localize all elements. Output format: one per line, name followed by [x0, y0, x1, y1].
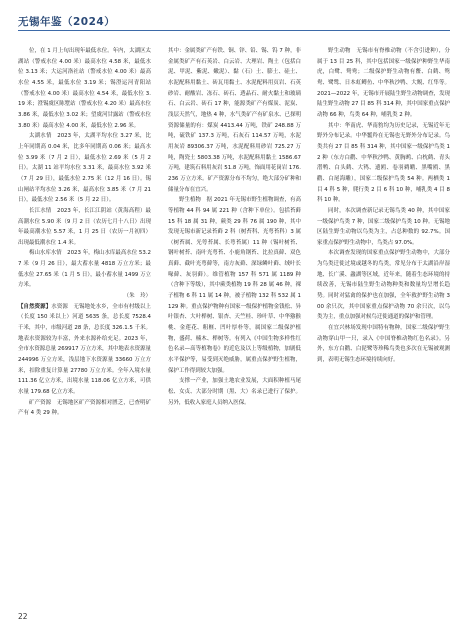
paragraph-plant-support: 支撑一产业，加强土地农业发展，大面积种植马尾松、女贞、大部分时期（黑、大）名录已进行了保护。另外，低收入家庭人员纳入医保。	[168, 378, 301, 406]
paragraph-meishan-reservoir: 梅山水库水情 2023 年，梅山水库最高水位 53.27 米（9 月 26 日），最大蓄水量 4818 万立方米；最低水位 27.65 米（1 月 5 日），最小蓄水量 1499 万立方米。	[18, 250, 151, 289]
paragraph-water-resources: 水资源 无锡地处水乡，全市有村级以上（长度 150 米以上）河道 5635 条，总长度 7528.4 千米，其中，市级河道 28 条，总长度 326.1.5 千米。地表水资源较为丰富，外来水源补给充足。2023 年，全市水资源总量 269917 万立方米，其中地表水资源量 244996 万立方米，浅层地下水资源量 33660 万立方米，扣除重复计算量 27780 万立方米。全年入境水量 111.36 亿立方米，出境水量 118.06 亿立方米，可供水量 179.68 亿立方米。	[18, 303, 151, 395]
page-number: 22	[18, 612, 28, 621]
author-signature: （朱 玲）	[123, 293, 151, 300]
paragraph-water-levels: 位，在 1 月上旬出现年最低水位。年内，太湖区太湖站（警戒水位 4.00 米）最高水位 4.58 米，最低水位 3.13 米；大运河洛社站（警戒水位 4.00 米）最高水位 4.55 米，最低水位 3.19 米；锡澄运河青阳站（警戒水位 4.00 米）最高水位 4.54 米，最低水位 3.19 米；澄锡虞区陈墅站（警戒水位 4.20 米）最高水位 3.86 米，最低水位 3.02 米；望虞河甘露站（警戒水位 3.80 米）最高水位 4.00 米，最低水位 2.96 米。	[18, 48, 151, 129]
paragraph-mineral-resources: 矿产资源 无锡地区矿产资源相对匮乏，已查明矿产有 4 类 29 种。	[18, 399, 151, 417]
column-right	[317, 46, 450, 594]
paragraph-animal-details: 其中：华南虎、华南豹均为历史记录，无锡近年无野外分布记录。中华鬣羚在无锡也无野外分布记录。鸟类共有 27 目 85 科 314 种，其中国家一级保护鸟类 12 种（东方白鹳、中华秋沙鸭、黄胸鹀、白枕鹤、青头潜鸭、白头鹤、大鸨、遗鸥、卷羽鹈鹕、黑嘴鸥、黑鹳、白尾海雕），国家二级保护鸟类 54 种。两栖类 1 目 4 科 5 种，爬行类 2 目 6 科 10 种，哺乳类 4 目 8 科 10 种。	[317, 122, 450, 204]
paragraph-wild-plants: 野生植物 据 2021 年无锡市野生植物调查，有高等植物 44 科 94 属 221 种（含种下单位）。包括苔藓 15 科 18 属 31 种，蕨类 29 科 76 属 190 种，其中发现无锡市新记录苔藓 2 科（树苔科、光萼苔科）3 属（树苔属、光萼苔属、长萼苔属）11 种（锡叶树苔、钢叶树苔、南叶光萼苔、小鹿角钢苔、比拉真藓、双色真藓、截叶光萼藓等，南方灰藓、深绿鳞叶藓、绒叶长喙藓、灰羽藓）。维管植物 157 科 571 属 1189 种（含种下等级），其中蕨类植物 19 科 28 属 46 种，裸子植物 6 科 11 属 14 种，被子植物 132 科 532 属 1129 种。重点保护物种有国家一级保护植物金钱松、异叶银杏、大叶榉树、银杏、天竺桂、珍叶草、中华猕猴桃、金莲花、粗榧、凹叶厚朴等，属国家二级保护植物，盛荷、楠木、榉树等。有列入《中国生物多样性红色名录—高等植物卷》的近危及以上等级植物，加剧低水平保护等，易受到灭绝威胁，属重点保护野生植物，保护工作得到较大加强。	[168, 197, 301, 374]
section-title: 【自然资源】	[18, 303, 52, 310]
paragraph-protection: 本次调查发现的国家重点保护野生动物中，大部分为鸟类迁徙过境或越冬的鸟类，常见分布于太湖沿岸湿地、长广溪、蠡湖等区域，近年来，随着生态环境的持续改善，无锡市陆生野生动物种类和数量均呈增长趋势。同时对猛禽的保护也在加强，全年救护野生动物 300 余只次，其中国家重点保护动物 70 余只次，以鸟类为主，重点加强对候鸟迁徙通道的保护和管理。	[317, 250, 450, 321]
paragraph-yangtze-water: 长江水情 2023 年，长江江阴站（黄海高程）最高潮水位 5.90 米（9 月 2 日（农历七月十八日）出现年最高潮水位 5.57 米，1 月 25 日（农历一月初四）出现最低潮水位 1.4 米。	[18, 207, 151, 246]
column-left	[18, 46, 151, 594]
paragraph-wild-animals: 野生动物 无锡市有脊椎动物（不含引进种），分属于 13 目 25 科，其中包括国家一级保护种野生华南虎，白鹭、鸳鸯；二级保护野生动物有鳖、白鹤、鸳鸯、鹭鸶、日本虹鳟鱼、中华秋沙鸭、大鲵、红隼等。2021—2022 年，无锡市开展陆生野生动物调查，发现陆生野生动物 27 目 85 科 314 种，其中国家重点保护动物 66 种，鸟类 64 种，哺乳类 2 种。	[317, 48, 450, 118]
section-natural-resources	[18, 302, 151, 398]
column-middle	[168, 46, 301, 594]
running-header: 无锡年鉴（2024）	[18, 16, 116, 28]
paragraph-yixing-forest: 在宜兴林场发现中国特有物种，国家二级保护野生动物穿山甲一只，录入《中国脊椎动物红色名录》。另外，东方白鹳、白琵鹭等珍稀鸟类也多次在无锡被观测到，表明无锡生态环境持续向好。	[317, 325, 450, 364]
paragraph-new-records: 同时，本次调查新记录无锡鸟类 40 种，其中国家一级保护鸟类 7 种，国家二级保护鸟类 10 种。无锡地区陆生野生动物以鸟类为主，占总种数的 92.7%。国家重点保护野生动物中，鸟类占 97.0%。	[317, 207, 450, 246]
header-rule	[18, 30, 450, 31]
paragraph-mineral-continued: 其中：金属类矿产有铁、铜、锌、铅、锡、钨 7 种，非金属类矿产有石英岩、白云岩、大理岩、陶土（包括白泥、甲泥、紫泥、嫩泥）、黏（石）土、膨土、硅土、水泥配料用黏土、砖瓦用黏土、水泥配料用页岩、石英砂岩、耐酸岩、冻石、砖石、透晶石、耐火黏土和玻璃石、白云岩、砖石 17 种，能源类矿产有煤炭、泥炭、浅层天然气，地热 4 种，水气类矿产有矿泉水、已探明资源储量的有：煤炭 4413.44 万吨，铁矿 248.88 万吨，硫铁矿 137.3 万吨，石灰石 114.57 万吨，水泥用灰岩 89306.37 万吨，水泥配料用砂岩 725.27 万吨，陶瓷土 5803.38 万吨，水泥配料用黏土 1586.67 万吨，建筑石料用灰岩 51.8 万吨，饰面用花岗岩 176.236 万立方米。矿产资源分布不均匀，绝大部分矿种和储量分布在宜兴。	[168, 48, 301, 193]
paragraph-taihu-water: 太湖水情 2023 年，太湖平均水位 3.27 米，比上年同期高 0.04 米，比多年同期高 0.06 米；最高水位 3.99 米（7 月 2 日），最低水位 2.69 米（5 月 2 日）。太湖 11 站平均水位 3.31 米，最高水位 3.92 米（7 月 29 日），最低水位 2.75 米（12 月 16 日）。锡山闸站平均水位 3.26 米，最高水位 3.85 米（7 月 21 日），最低水位 2.56 米（5 月 22 日）。	[18, 133, 151, 204]
